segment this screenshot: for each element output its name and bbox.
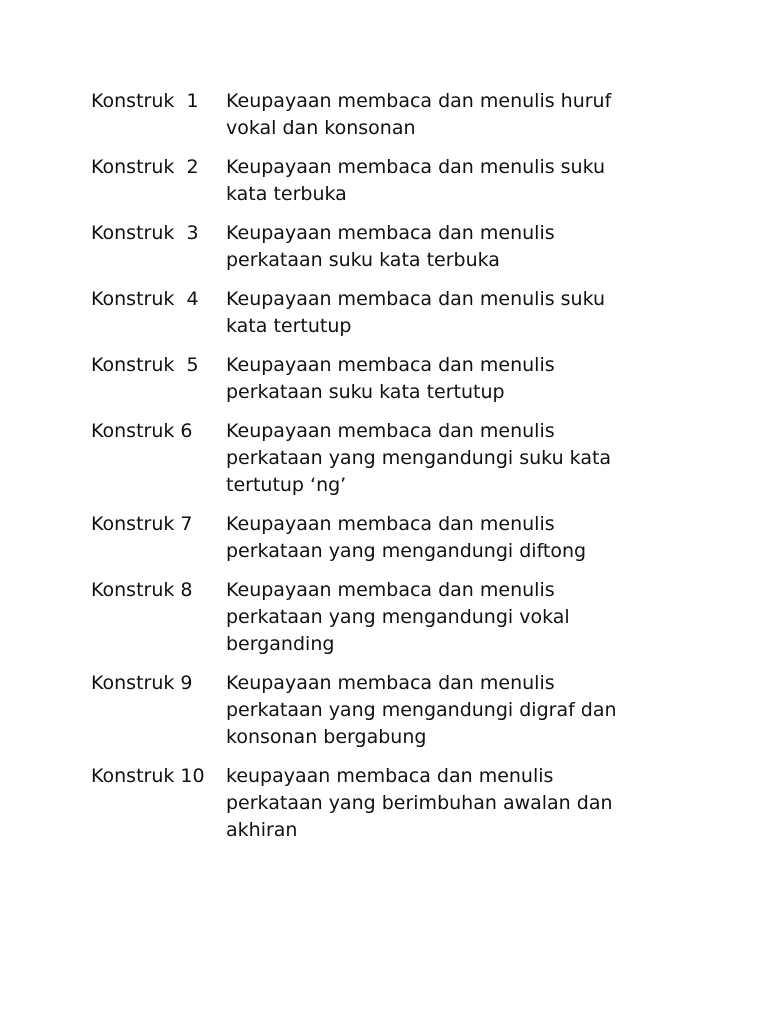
construct-row (91, 220, 691, 274)
construct-row (91, 418, 691, 499)
construct-description: keupayaan membaca dan menulis perkataan yang berimbuhan awalan dan akhiran (226, 765, 613, 841)
construct-label: Konstruk 2 (91, 156, 199, 178)
construct-label: Konstruk 8 (91, 579, 193, 601)
construct-row (91, 352, 691, 406)
construct-row (91, 88, 691, 142)
construct-row (91, 286, 691, 340)
construct-description: Keupayaan membaca dan menulis perkataan yang mengandungi vokal berganding (226, 579, 570, 655)
construct-label: Konstruk 10 (91, 765, 205, 787)
construct-list (91, 88, 691, 856)
construct-label: Konstruk 1 (91, 90, 199, 112)
construct-row (91, 670, 691, 751)
construct-description: Keupayaan membaca dan menulis suku kata tertutup (226, 288, 606, 337)
construct-label: Konstruk 3 (91, 222, 199, 244)
construct-label: Konstruk 5 (91, 354, 199, 376)
construct-label: Konstruk 6 (91, 420, 193, 442)
construct-description: Keupayaan membaca dan menulis perkataan suku kata tertutup (226, 354, 555, 403)
construct-label: Konstruk 7 (91, 513, 193, 535)
construct-description: Keupayaan membaca dan menulis perkataan yang mengandungi suku kata tertutup ‘ng’ (226, 420, 612, 496)
construct-row (91, 154, 691, 208)
construct-label: Konstruk 9 (91, 672, 193, 694)
construct-description: Keupayaan membaca dan menulis huruf vokal dan konsonan (226, 90, 612, 139)
construct-description: Keupayaan membaca dan menulis perkataan yang mengandungi digraf dan konsonan bergabung (226, 672, 617, 748)
construct-row (91, 511, 691, 565)
construct-row (91, 763, 691, 844)
construct-label: Konstruk 4 (91, 288, 199, 310)
construct-description: Keupayaan membaca dan menulis perkataan suku kata terbuka (226, 222, 555, 271)
construct-row (91, 577, 691, 658)
construct-description: Keupayaan membaca dan menulis perkataan yang mengandungi diftong (226, 513, 587, 562)
construct-description: Keupayaan membaca dan menulis suku kata terbuka (226, 156, 606, 205)
